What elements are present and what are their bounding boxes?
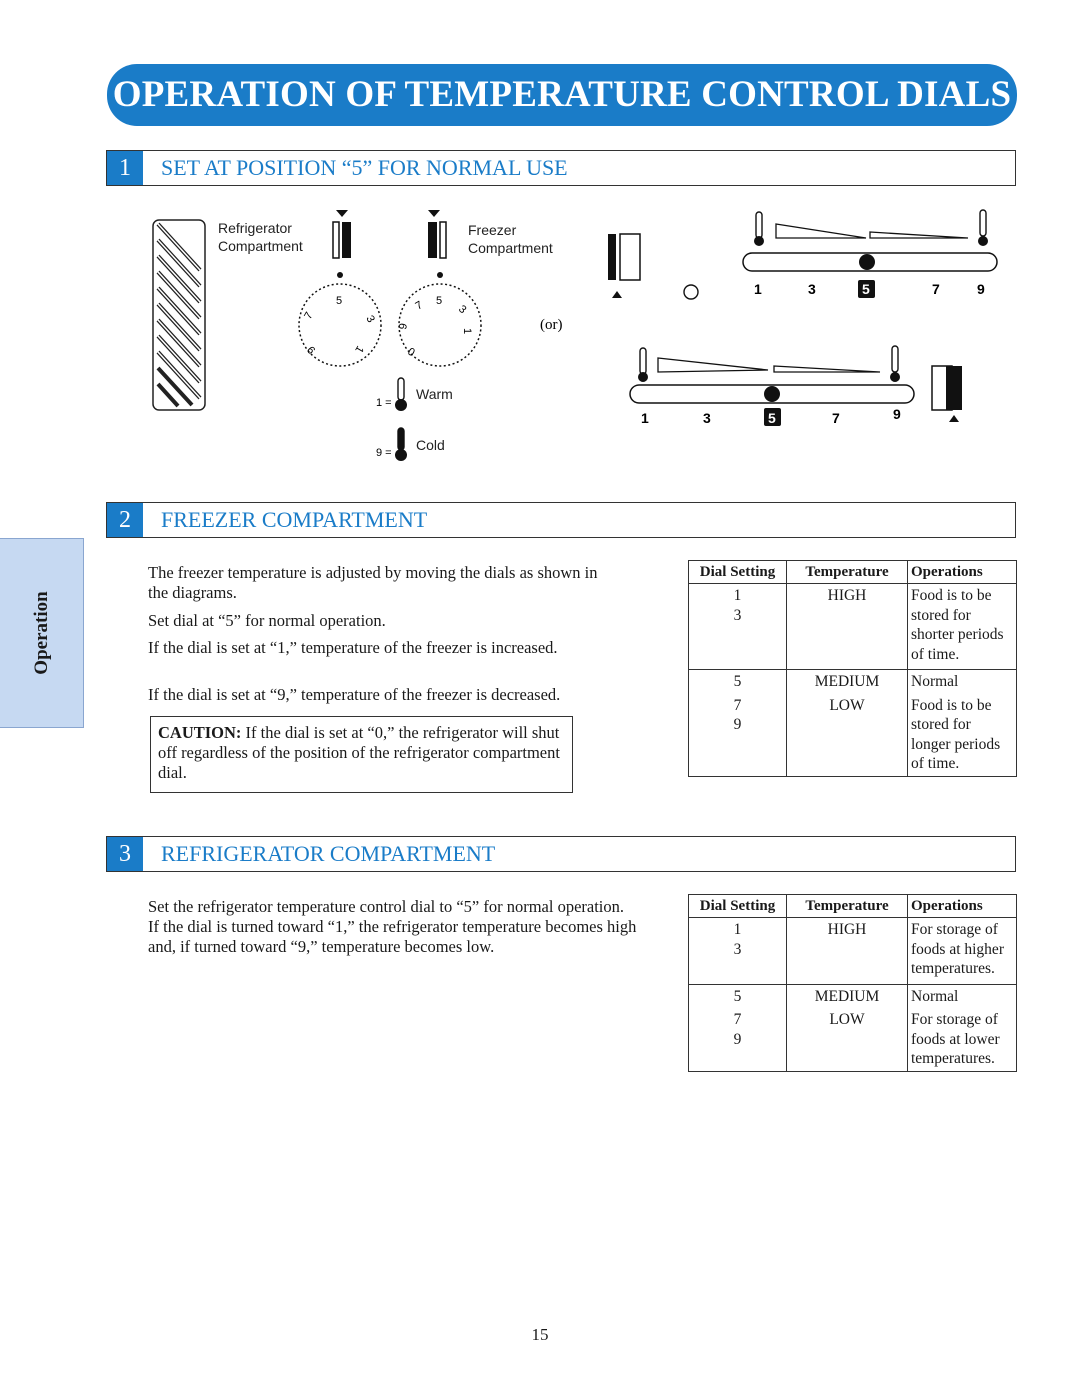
dial-cell: 1 3 xyxy=(689,584,787,670)
lower-scale-5: 5 xyxy=(768,410,776,426)
refrigerator-paragraph: Set the refrigerator temperature control dial to “5” for normal operation. If the dial is turned toward “1,” the refrigerator temperature becomes high and, if turned toward “9,” temperature becomes low. xyxy=(148,897,637,956)
section-number: 3 xyxy=(107,837,143,871)
freezer-label-1: Freezer xyxy=(468,222,517,238)
table-header-row xyxy=(689,895,1017,918)
ops-cell: Normal xyxy=(908,984,1017,1008)
svg-text:3: 3 xyxy=(456,303,469,317)
section-1-header xyxy=(106,150,1016,186)
ops-cell: Normal xyxy=(908,670,1017,694)
temp-cell: LOW xyxy=(787,694,908,777)
ops-cell: Food is to be stored for longer periods of time. xyxy=(908,694,1017,777)
lower-slider-icon xyxy=(630,346,962,422)
table-row xyxy=(689,984,1017,1008)
caution-box xyxy=(150,716,573,793)
caution-label: CAUTION: xyxy=(158,723,242,742)
freezer-dial-icon xyxy=(397,272,481,366)
lower-scale-7: 7 xyxy=(832,410,840,426)
refrigerator-bar-icon xyxy=(333,210,351,258)
lower-scale-3: 3 xyxy=(703,410,711,426)
freezer-bar-icon xyxy=(428,210,446,258)
refrigerator-dial-icon xyxy=(299,272,381,366)
upper-scale-1: 1 xyxy=(754,281,762,297)
warm-label: Warm xyxy=(416,386,453,402)
refrigerator-label-1: Refrigerator xyxy=(218,220,292,236)
cold-label: Cold xyxy=(416,437,445,453)
page-title: OPERATION OF TEMPERATURE CONTROL DIALS xyxy=(107,64,1017,126)
refrigerator-dial-table xyxy=(688,894,1017,1072)
svg-text:9: 9 xyxy=(397,322,411,331)
temp-cell: HIGH xyxy=(787,584,908,670)
temp-cell: MEDIUM xyxy=(787,984,908,1008)
header-operations: Operations xyxy=(908,895,1017,918)
vent-grille-icon xyxy=(153,220,205,410)
temp-cell: HIGH xyxy=(787,918,908,985)
temp-cell: MEDIUM xyxy=(787,670,908,694)
refrigerator-label-2: Compartment xyxy=(218,238,303,254)
cold-prefix: 9 = xyxy=(376,447,392,459)
svg-text:7: 7 xyxy=(413,299,425,313)
thermometer-warm-icon xyxy=(395,378,407,411)
svg-text:1: 1 xyxy=(352,343,366,355)
svg-text:1: 1 xyxy=(461,328,473,335)
section-3-header xyxy=(106,836,1016,872)
thermometer-cold-icon xyxy=(395,428,407,461)
section-title: SET AT POSITION “5” FOR NORMAL USE xyxy=(161,155,568,180)
section-number: 2 xyxy=(107,503,143,537)
upper-scale-9: 9 xyxy=(977,281,985,297)
upper-scale-5: 5 xyxy=(862,281,870,297)
svg-text:9: 9 xyxy=(305,343,319,356)
upper-scale-3: 3 xyxy=(808,281,816,297)
freezer-paragraph-4: If the dial is set at “9,” temperature of the freezer is decreased. xyxy=(148,685,561,704)
table-row xyxy=(689,1008,1017,1071)
table-header-row xyxy=(689,561,1017,584)
caution-text: If the dial is set at “0,” the refrigerator will shut off regardless of the position of the refrigerator compartment dial. xyxy=(158,723,560,782)
header-operations: Operations xyxy=(908,561,1017,584)
freezer-paragraph-1: The freezer temperature is adjusted by moving the dials as shown in the diagrams. xyxy=(148,563,598,602)
section-number: 1 xyxy=(107,151,143,185)
dial-cell: 7 9 xyxy=(689,694,787,777)
table-row xyxy=(689,670,1017,694)
ops-cell: For storage of foods at lower temperatures. xyxy=(908,1008,1017,1071)
freezer-paragraph-3: If the dial is set at “1,” temperature of the freezer is increased. xyxy=(148,638,558,657)
lower-scale-9: 9 xyxy=(893,406,901,422)
header-temperature: Temperature xyxy=(787,895,908,918)
table-row xyxy=(689,584,1017,670)
header-dial-setting: Dial Setting xyxy=(689,895,787,918)
ops-cell: For storage of foods at higher temperatures. xyxy=(908,918,1017,985)
side-tab-label: Operation xyxy=(30,591,52,675)
svg-text:5: 5 xyxy=(336,295,343,307)
page-number: 15 xyxy=(531,1325,549,1344)
header-dial-setting: Dial Setting xyxy=(689,561,787,584)
side-tab-operation xyxy=(0,538,84,728)
section-title: REFRIGERATOR COMPARTMENT xyxy=(161,841,496,866)
upper-scale-7: 7 xyxy=(932,281,940,297)
dial-diagram xyxy=(140,200,1020,480)
svg-text:7: 7 xyxy=(302,310,316,322)
section-2-header xyxy=(106,502,1016,538)
freezer-label-2: Compartment xyxy=(468,240,553,256)
section-title: FREEZER COMPARTMENT xyxy=(161,507,428,532)
svg-text:3: 3 xyxy=(363,313,377,325)
svg-text:0: 0 xyxy=(406,344,418,358)
table-row xyxy=(689,694,1017,777)
svg-text:5: 5 xyxy=(436,295,443,307)
table-row xyxy=(689,918,1017,985)
ops-cell: Food is to be stored for shorter periods of time. xyxy=(908,584,1017,670)
header-temperature: Temperature xyxy=(787,561,908,584)
or-label: (or) xyxy=(540,317,563,333)
freezer-paragraph-2: Set dial at “5” for normal operation. xyxy=(148,611,386,630)
warm-prefix: 1 = xyxy=(376,397,392,409)
temp-cell: LOW xyxy=(787,1008,908,1071)
dial-cell: 5 xyxy=(689,984,787,1008)
dial-cell: 1 3 xyxy=(689,918,787,985)
freezer-dial-table xyxy=(688,560,1017,777)
dial-cell: 5 xyxy=(689,670,787,694)
lower-scale-1: 1 xyxy=(641,410,649,426)
dial-cell: 7 9 xyxy=(689,1008,787,1071)
